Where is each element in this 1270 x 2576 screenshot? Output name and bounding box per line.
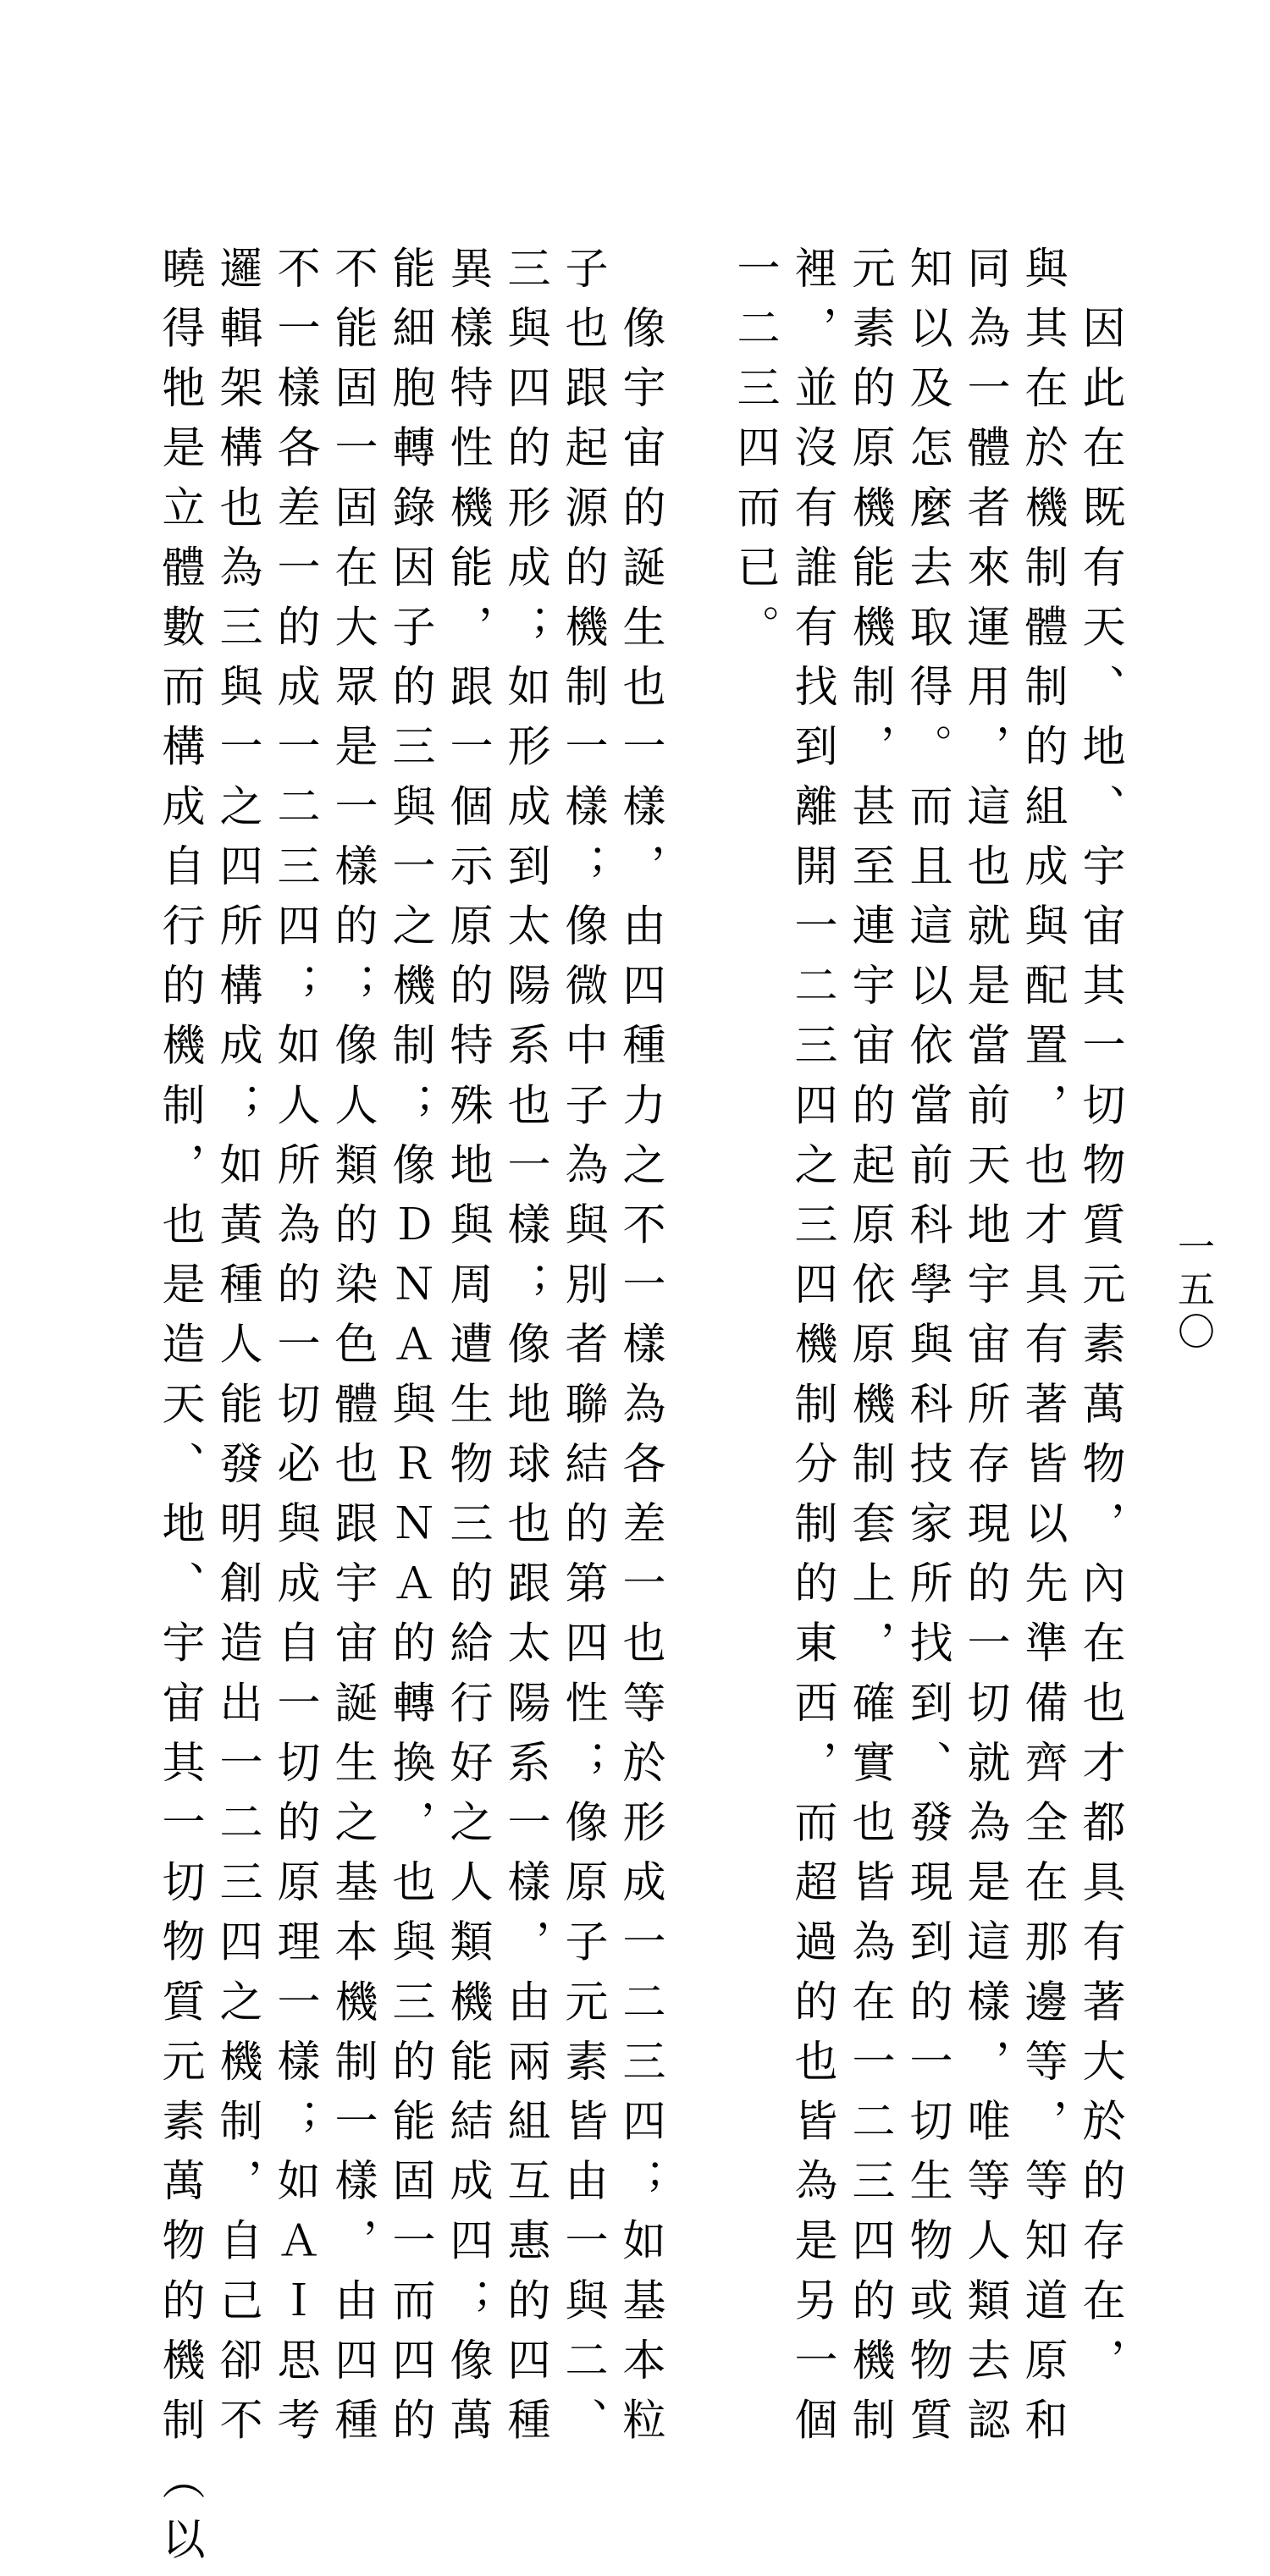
text-column: 與其在於機制體制的組成與配置，也才具有著皆以先準備齊全在那邊等，等知道原和 (1017, 245, 1067, 2457)
text-column: 異樣特性機能，跟一個示原的特殊地與周遭生物三的給行好之人類機能結成四；像萬 (442, 245, 492, 2457)
text-column: 元素的原機能機制，甚至連宇宙的起原依原機制套上，確實也皆為在一二三四的機制 (844, 245, 894, 2457)
text-column: 因此在既有天、地、宇宙其一切物質元素萬物，內在也才都具有著大於的存在， (1074, 245, 1124, 2397)
text-column: 知以及怎麼去取得。而且這以依當前科學與科技家所找到、發現到的一切生物或物質 (902, 245, 952, 2457)
text-column: 子也跟起源的機制一樣；像微中子為與別者聯結的第四性；像原子元素皆由一與二、 (557, 245, 607, 2457)
text-column: 邏輯架構也為三與一之四所構成；如黃種人能發明創造出一二三四之機制，自己卻不 (212, 245, 262, 2457)
text-column: 不一樣各差一的成一二三四；如人所為的一切必與成自一切的原理一樣；如ＡＩ思考 (269, 245, 319, 2457)
page-number: 一五〇 (1171, 1227, 1214, 1354)
text-column: 同為一體者來運用，這也就是當前天地宇宙所存現的一切就為是這樣，唯等人類去認 (959, 245, 1009, 2457)
text-column: 一二三四而已。 (729, 245, 779, 665)
text-column: 像宇宙的誕生也一樣，由四種力之不一樣為各差一也等於形成一二三四；如基本粒 (615, 245, 665, 2457)
text-column: 三與四的形成；如形成到太陽系也一樣；像地球也跟太陽系一樣，由兩組互惠的四種 (500, 245, 549, 2457)
text-column: 裡，並沒有誰有找到離開一二三四之三四機制分制的東西，而超過的也皆為是另一個 (787, 245, 837, 2457)
text-column: 能細胞轉錄因子的三與一之機制；像ＤＮＡ與ＲＮＡ的轉換，也與三的能固一而四的 (384, 245, 434, 2457)
text-column: 曉得牠是立體數而構成自行的機制，也是造天、地、宇宙其一切物質元素萬物的機制（以 (154, 245, 204, 2576)
text-column: 不能固一固在大眾是一樣的；像人類的染色體也跟宇宙誕生之基本機制一樣，由四種 (327, 245, 377, 2457)
